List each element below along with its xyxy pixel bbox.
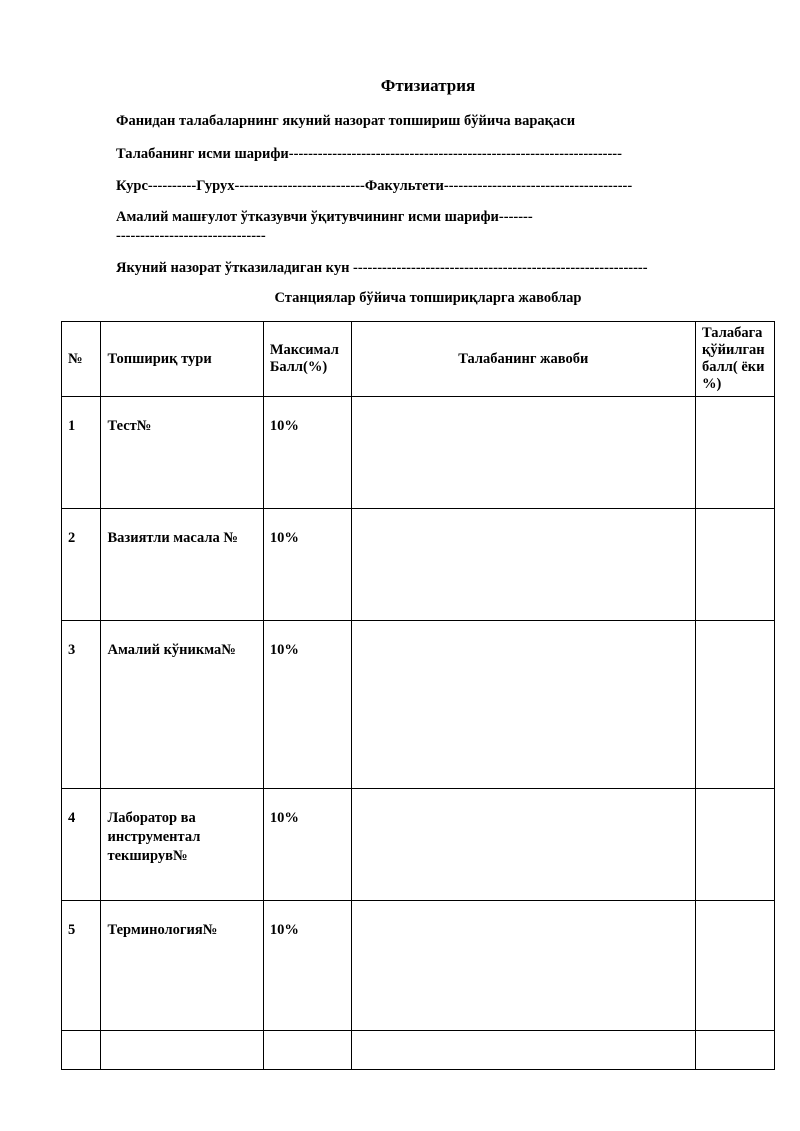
cell-max-score: 10%: [263, 397, 351, 509]
cell-task-type: Лаборатор ва инструментал текширув№: [101, 789, 263, 901]
cell-given-score[interactable]: [696, 397, 775, 509]
header-num: №: [62, 322, 101, 397]
cell-max-score: 10%: [263, 789, 351, 901]
cell-max-score: 10%: [263, 901, 351, 1031]
cell-num: 4: [62, 789, 101, 901]
cell-task-type: Тест№: [101, 397, 263, 509]
header-task-type: Топшириқ тури: [101, 322, 263, 397]
cell-empty: [101, 1031, 263, 1070]
cell-num: 3: [62, 621, 101, 789]
table-row: [62, 789, 775, 901]
cell-num: 5: [62, 901, 101, 1031]
student-name-line: Талабанинг исми шарифи---------------------------------------------------------------------: [116, 146, 622, 162]
cell-student-answer[interactable]: [351, 621, 695, 789]
table-row: [62, 397, 775, 509]
table-row-empty: [62, 1031, 775, 1070]
cell-empty: [62, 1031, 101, 1070]
cell-empty: [263, 1031, 351, 1070]
cell-given-score[interactable]: [696, 901, 775, 1031]
cell-empty: [696, 1031, 775, 1070]
cell-student-answer[interactable]: [351, 509, 695, 621]
cell-given-score[interactable]: [696, 509, 775, 621]
cell-max-score: 10%: [263, 509, 351, 621]
cell-student-answer[interactable]: [351, 397, 695, 509]
cell-given-score[interactable]: [696, 621, 775, 789]
table-header-row: [62, 322, 775, 397]
table-title: Станциялар бўйича топшириқларга жавоблар: [274, 290, 582, 306]
table-row: [62, 901, 775, 1031]
page-title: Фтизиатрия: [380, 76, 476, 95]
header-student-answer: Талабанинг жавоби: [351, 322, 695, 397]
cell-task-type: Амалий кўникма№: [101, 621, 263, 789]
header-given-score: Талабага қўйилган балл( ёки %): [696, 322, 775, 397]
answers-table: [61, 321, 775, 1070]
cell-empty: [351, 1031, 695, 1070]
cell-student-answer[interactable]: [351, 901, 695, 1031]
table-row: [62, 621, 775, 789]
exam-date-line: Якуний назорат ўтказиладиган кун -------------------------------------------------------------: [116, 260, 648, 276]
cell-given-score[interactable]: [696, 789, 775, 901]
teacher-name-line: Амалий машғулот ўтказувчи ўқитувчининг исми шарифи--------------------------------------: [116, 209, 533, 244]
table-row: [62, 509, 775, 621]
subject-sheet-line: Фанидан талабаларнинг якуний назорат топшириш бўйича варақаси: [116, 113, 576, 129]
cell-num: 2: [62, 509, 101, 621]
cell-max-score: 10%: [263, 621, 351, 789]
cell-task-type: Терминология№: [101, 901, 263, 1031]
course-group-faculty-line: Курс----------Гурух---------------------------Факультети---------------------------------------: [116, 178, 633, 194]
cell-task-type: Вазиятли масала №: [101, 509, 263, 621]
cell-student-answer[interactable]: [351, 789, 695, 901]
header-max-score: Максимал Балл(%): [263, 322, 351, 397]
cell-num: 1: [62, 397, 101, 509]
